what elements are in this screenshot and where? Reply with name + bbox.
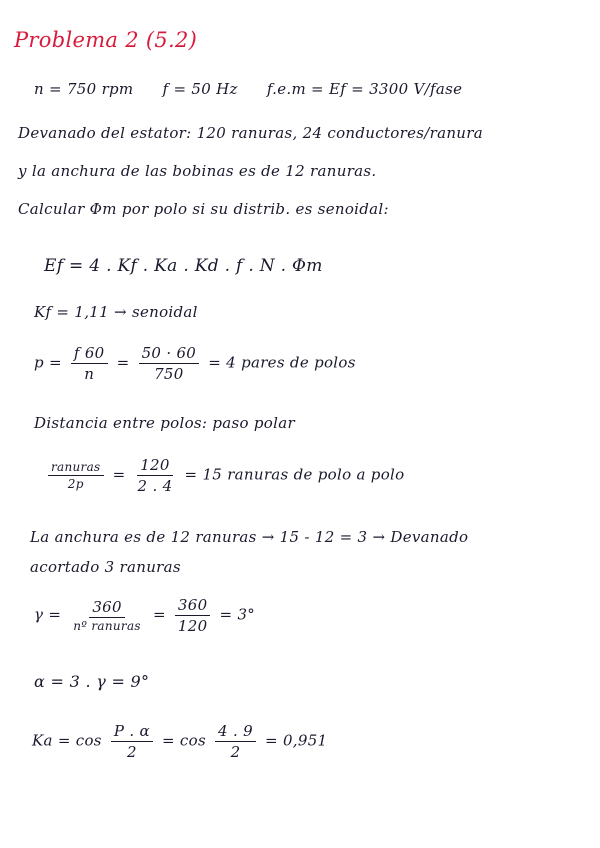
statement-line-2: y la anchura de las bobinas es de 12 ranuras. — [18, 162, 377, 180]
gamma-fraction-1 — [70, 598, 144, 633]
ka-fraction-1 — [111, 722, 153, 761]
p-equals: = — [116, 353, 130, 372]
p-lhs: p = — [34, 353, 62, 372]
givens-row — [34, 80, 462, 98]
pitch-fraction-1-den: 2p — [67, 477, 84, 491]
kf-line: Kf = 1,11 → senoidal — [34, 303, 198, 321]
speed-value: n = 750 rpm — [34, 80, 134, 98]
gamma-fraction-1-den: nº ranuras — [73, 619, 141, 633]
pitch-fraction-1-num: ranuras — [48, 460, 104, 476]
distance-line: Distancia entre polos: paso polar — [34, 414, 295, 432]
gamma-fraction-1-num: 360 — [89, 598, 125, 618]
statement-line-1: Devanado del estator: 120 ranuras, 24 conductores/ranura — [18, 124, 483, 142]
pitch-equals: = — [112, 465, 126, 484]
p-fraction-1-num: f 60 — [71, 344, 108, 364]
ka-fraction-2-num: 4 . 9 — [215, 722, 256, 742]
pitch-fraction-2 — [135, 456, 176, 495]
gamma-fraction-2-den: 120 — [177, 617, 208, 635]
gamma-calc — [34, 596, 255, 635]
gamma-fraction-2-num: 360 — [175, 596, 211, 616]
p-fraction-1 — [71, 344, 108, 383]
p-fraction-2 — [139, 344, 200, 383]
gamma-lhs: γ = — [34, 605, 62, 624]
ka-fraction-1-num: P . α — [111, 722, 153, 742]
pole-pitch-calc — [44, 456, 404, 495]
pitch-fraction-2-den: 2 . 4 — [137, 477, 173, 495]
ka-fraction-2 — [215, 722, 256, 761]
emf-value: f.e.m = Ef = 3300 V/fase — [266, 80, 463, 98]
pitch-result: = 15 ranuras de polo a polo — [184, 465, 405, 484]
ka-calc — [32, 722, 327, 761]
p-fraction-2-den: 750 — [154, 365, 184, 383]
ka-result: = 0,951 — [265, 731, 328, 750]
pole-pairs-calc — [34, 344, 356, 383]
ka-fraction-2-den: 2 — [230, 743, 241, 761]
p-result: = 4 pares de polos — [208, 353, 356, 372]
gamma-result: = 3° — [219, 605, 256, 624]
pitch-fraction-2-num: 120 — [137, 456, 173, 476]
ka-equals: = cos — [161, 731, 206, 750]
width-line-1: La anchura es de 12 ranuras → 15 - 12 = 3 → Devanado — [30, 528, 469, 546]
p-fraction-1-den: n — [84, 365, 95, 383]
ka-lhs: Ka = cos — [32, 731, 102, 750]
p-fraction-2-num: 50 · 60 — [139, 344, 200, 364]
ka-fraction-1-den: 2 — [126, 743, 137, 761]
gamma-equals: = — [152, 605, 166, 624]
statement-line-3: Calcular Φm por polo si su distrib. es senoidal: — [18, 200, 389, 218]
pitch-fraction-1 — [48, 460, 104, 491]
alpha-line: α = 3 . γ = 9° — [34, 672, 150, 691]
frequency-value: f = 50 Hz — [162, 80, 238, 98]
emf-formula: Ef = 4 . Kf . Ka . Kd . f . N . Φm — [44, 256, 323, 276]
width-line-2: acortado 3 ranuras — [30, 558, 181, 576]
gamma-fraction-2 — [175, 596, 211, 635]
page-title: Problema 2 (5.2) — [14, 28, 198, 52]
